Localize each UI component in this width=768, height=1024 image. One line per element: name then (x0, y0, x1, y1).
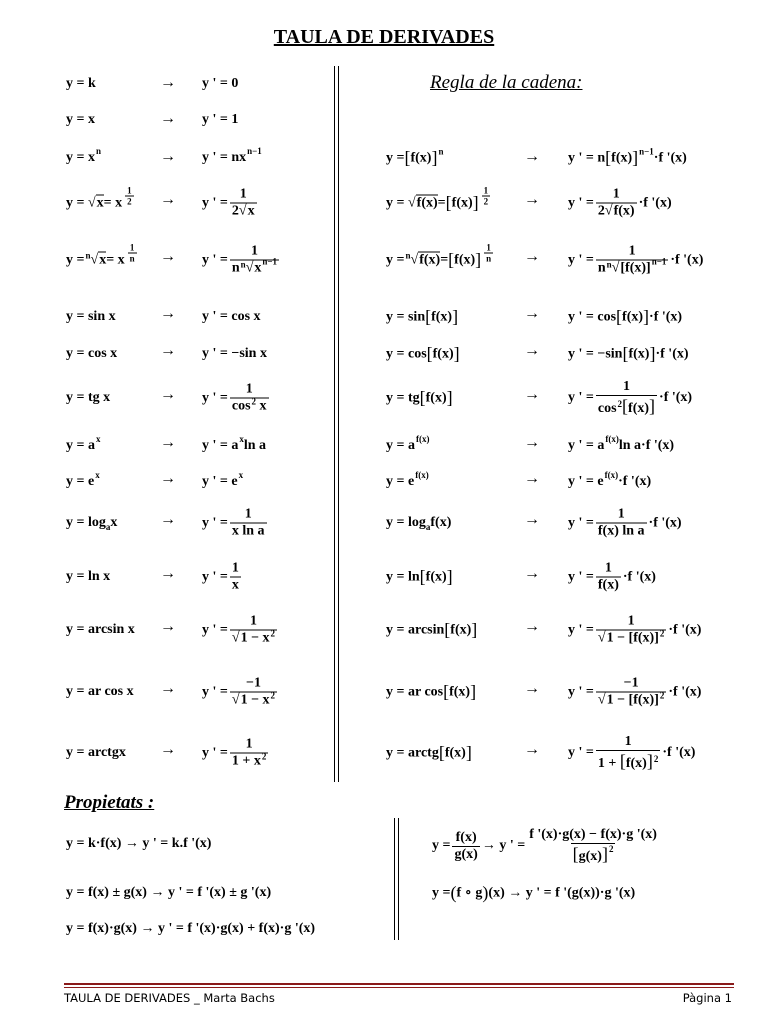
chain-derivative-ln: y ' = $\frac{1}{f(x)}$ ·f '(x) (568, 560, 656, 593)
formula-sin: y = sin x (66, 309, 116, 324)
derivative-tg: y ' = $\frac{1}{\cos^2 x}$ (202, 381, 267, 414)
chain-arrow-arctg: → (524, 741, 540, 759)
derivative-power: y ' = nx n−1 (202, 146, 262, 165)
chain-derivative-arctg: y ' = $\frac{1}{1 + [f(x)]^2}$ ·f '(x) (568, 734, 696, 771)
arrow-nroot: → (160, 248, 176, 266)
arrow-ex: → (160, 470, 176, 488)
properties-heading: Propietats : (64, 792, 155, 813)
chain-arrow-ln: → (524, 565, 540, 583)
chain-derivative-arccos: y ' = $\frac{-1}{√1 - [f(x)]^2}$ ·f '(x) (568, 675, 702, 708)
chain-arrow-nroot: → (524, 248, 540, 266)
formula-arccos: y = ar cos x (66, 684, 134, 699)
chain-arrow-sin: → (524, 305, 540, 323)
derivative-ident: y ' = 1 (202, 112, 239, 127)
derivative-nroot: y ' = $\frac{1}{n^n√x^{n-1}}$ (202, 243, 278, 276)
formula-arcsin: y = arcsin x (66, 622, 135, 637)
formula-ln: y = ln x (66, 569, 111, 584)
formula-ident: y = x (66, 112, 95, 127)
property-scalar: y = k·f(x) → y ' = k.f '(x) (66, 836, 212, 851)
chain-formula-power: y = [ f(x) ] n (386, 146, 444, 168)
chain-arrow-sqrt: → (524, 191, 540, 209)
chain-formula-arccos: y = ar cos [ f(x) ] (386, 681, 477, 702)
formula-arctg: y = arctgx (66, 745, 126, 760)
chain-formula-nroot: y = n √ f(x) = [ f(x) ] $\frac{1}{n}$ (386, 242, 492, 270)
arrow-ident: → (160, 110, 176, 128)
derivative-log: y ' = $\frac{1}{\text{x ln a}}$ (202, 506, 265, 539)
arrow-cos: → (160, 342, 176, 360)
footer-rule (64, 987, 734, 988)
arrow-sqrt: → (160, 191, 176, 209)
chain-formula-arctg: y = arctg [ f(x) ] (386, 742, 472, 763)
chain-arrow-ax: → (524, 434, 540, 452)
chain-derivative-power: y ' = n [ f(x) ] n−1 ·f '(x) (568, 146, 687, 168)
chain-derivative-ax: y ' = a f(x) ln a·f '(x) (568, 434, 675, 453)
arrow-arctg: → (160, 741, 176, 759)
chain-arrow-tg: → (524, 386, 540, 404)
formula-tg: y = tg x (66, 390, 111, 405)
formula-power: y = x n (66, 146, 101, 165)
chain-formula-arcsin: y = arcsin [ f(x) ] (386, 619, 478, 640)
derivative-sqrt: y ' = $\frac{1}{2√x}$ (202, 186, 255, 219)
chain-arrow-ex: → (524, 470, 540, 488)
arrow-arcsin: → (160, 618, 176, 636)
formula-const: y = k (66, 76, 96, 91)
arrow-power: → (160, 148, 176, 166)
footer-rule (64, 983, 734, 985)
property-composition: y = ( f ∘ g ) (x) → y ' = f '(g(x))·g '(x) (432, 882, 636, 903)
chain-formula-sqrt: y = √ f(x) = [ f(x) ] $\frac{1}{2}$ (386, 185, 489, 213)
chain-rule-heading: Regla de la cadena: (430, 72, 583, 93)
chain-formula-log: y = log a f(x) (386, 515, 452, 532)
formula-ex: y = e x (66, 470, 100, 489)
chain-derivative-ex: y ' = e f(x) ·f '(x) (568, 470, 652, 489)
chain-formula-sin: y = sin [ f(x) ] (386, 306, 459, 327)
properties-divider (394, 818, 395, 940)
derivative-arcsin: y ' = $\frac{1}{√1 - x^2}$ (202, 613, 276, 646)
derivative-sin: y ' = cos x (202, 309, 261, 324)
arrow-sin: → (160, 305, 176, 323)
property-product: y = f(x)·g(x) → y ' = f '(x)·g(x) + f(x)·g '(x) (66, 921, 316, 936)
chain-derivative-nroot: y ' = $\frac{1}{n^n√[f(x)]^{n-1}}$ ·f '(x) (568, 243, 704, 276)
chain-formula-ex: y = e f(x) (386, 470, 429, 489)
chain-formula-tg: y = tg [ f(x) ] (386, 387, 453, 408)
chain-arrow-cos: → (524, 342, 540, 360)
chain-derivative-tg: y ' = $\frac{1}{\cos^2[f(x)]}$ ·f '(x) (568, 379, 693, 416)
chain-arrow-power: → (524, 148, 540, 166)
chain-formula-ax: y = a f(x) (386, 434, 430, 453)
derivative-arccos: y ' = $\frac{-1}{√1 - x^2}$ (202, 675, 276, 708)
properties-divider (398, 818, 399, 940)
arrow-const: → (160, 74, 176, 92)
chain-arrow-log: → (524, 511, 540, 529)
formula-log: y = log a x (66, 515, 118, 532)
arrow-tg: → (160, 386, 176, 404)
formula-nroot: y = n √ x = x $\frac{1}{n}$ (66, 242, 135, 268)
footer-title: TAULA DE DERIVADES _ Marta Bachs (64, 991, 275, 1005)
column-divider (338, 66, 339, 782)
formula-cos: y = cos x (66, 346, 118, 361)
formula-ax: y = a x (66, 434, 101, 453)
arrow-log: → (160, 511, 176, 529)
page-title: TAULA DE DERIVADES (273, 26, 495, 48)
derivative-const: y ' = 0 (202, 76, 239, 91)
property-sum: y = f(x) ± g(x) → y ' = f '(x) ± g '(x) (66, 885, 272, 900)
derivative-cos: y ' = −sin x (202, 346, 267, 361)
derivative-ex: y ' = e x (202, 470, 244, 489)
derivative-arctg: y ' = $\frac{1}{1 + x^2}$ (202, 736, 267, 769)
chain-arrow-arcsin: → (524, 618, 540, 636)
chain-derivative-arcsin: y ' = $\frac{1}{√1 - [f(x)]^2}$ ·f '(x) (568, 613, 702, 646)
formula-sqrt: y = √ x = x $\frac{1}{2}$ (66, 185, 132, 211)
chain-derivative-log: y ' = $\frac{1}{\text{f(x) ln a}}$ ·f '(x) (568, 506, 682, 539)
column-divider (334, 66, 335, 782)
chain-derivative-sqrt: y ' = $\frac{1}{2√f(x)}$ ·f '(x) (568, 186, 672, 219)
derivative-ax: y ' = a x ln a (202, 434, 267, 453)
chain-derivative-cos: y ' = −sin [ f(x) ] ·f '(x) (568, 343, 689, 364)
arrow-ln: → (160, 565, 176, 583)
chain-formula-ln: y = ln [ f(x) ] (386, 566, 453, 587)
arrow-ax: → (160, 434, 176, 452)
arrow-arccos: → (160, 680, 176, 698)
chain-arrow-arccos: → (524, 680, 540, 698)
chain-derivative-sin: y ' = cos [ f(x) ] ·f '(x) (568, 306, 683, 327)
chain-formula-cos: y = cos [ f(x) ] (386, 343, 460, 364)
property-quotient: y = $\frac{f(x)}{g(x)}$ → y ' = $\frac{f '(x)\cdot g(x) - f(x)\cdot g '(x)}{[g(x)]^2}$ (432, 827, 657, 864)
derivative-ln: y ' = $\frac{1}{x}$ (202, 560, 239, 593)
page-number: Pàgina 1 (682, 991, 732, 1005)
